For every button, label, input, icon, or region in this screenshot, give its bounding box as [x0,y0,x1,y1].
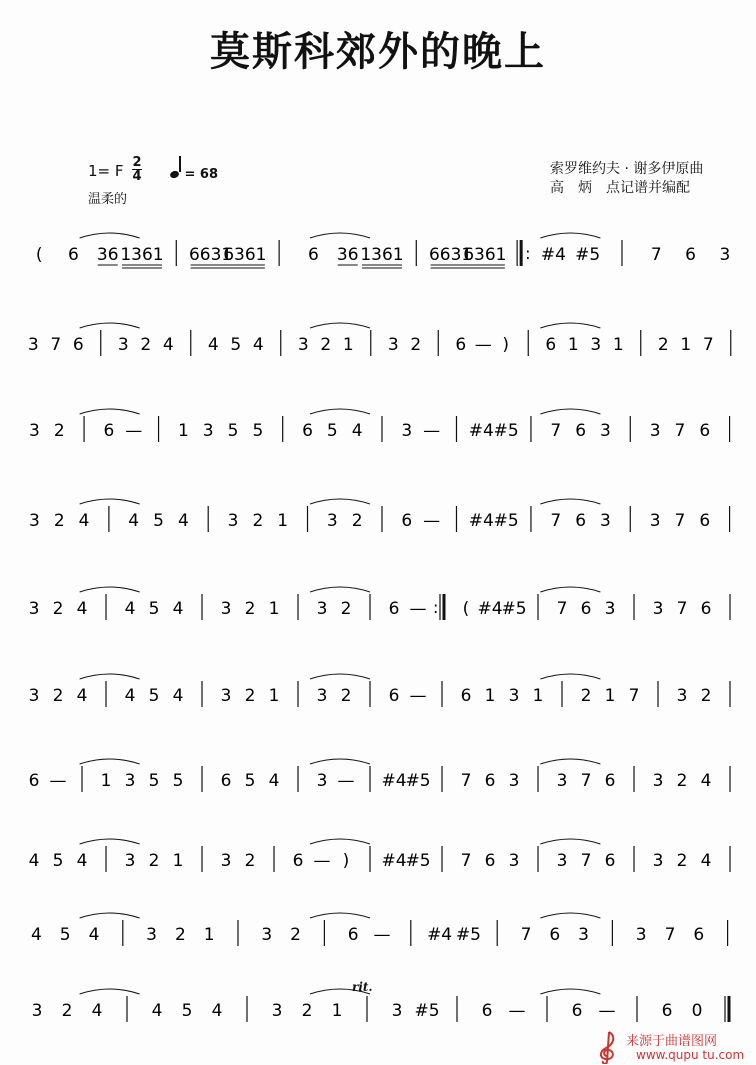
score-note: 4 [252,335,264,355]
slur [540,233,600,238]
score-note: 3 [508,771,520,791]
score-note: 4 [700,851,712,871]
score-note: — [49,771,67,791]
slur [80,913,140,918]
score-note: 3 [27,335,39,355]
score-note: 4 [151,1001,163,1021]
score-note: 2 [244,686,256,706]
score-note: 5 [244,771,256,791]
score-note: 3 [28,511,40,531]
score-note: 2 [410,335,422,355]
score-note: 7 [674,421,686,441]
score-note: 6 [220,771,232,791]
score-note: 7 [664,925,676,945]
score-note: 3 [556,851,568,871]
score-note: #4 [427,925,453,945]
credits [550,160,703,198]
score-note: 3 [387,335,399,355]
score-note: 2 [53,421,65,441]
composer-credit: 索罗维约夫 · 谢多伊原曲 [550,161,704,177]
score-note: 36 [336,245,359,265]
score-note: 6 [700,599,712,619]
score-note: 3 [297,335,309,355]
score-note: 3 [600,511,611,531]
score-note: #5 [455,925,481,945]
score-note: 1 [331,1001,343,1021]
score-note: 7 [556,599,568,619]
score-row [0,838,756,882]
score-row [0,758,756,802]
score-note: 3 [31,1001,43,1021]
score-note: 6 [455,335,467,355]
score-note: 6 [68,245,79,265]
score-note: 3 [271,1001,283,1021]
slur [310,759,370,764]
slur [540,674,600,679]
slur [310,913,370,918]
score-note: #4 [540,245,566,265]
slur [540,759,600,764]
slur [540,587,600,592]
slur [80,839,140,844]
score-note: 3 [220,599,232,619]
score-note: 6 [604,771,616,791]
watermark-url: www.qupu tu.com [636,1048,745,1062]
score-note: 4 [124,686,136,706]
score-note: 6 [388,599,400,619]
score-note: 3 [635,925,647,945]
score-note: 3 [316,686,328,706]
score-note: 2 [657,335,669,355]
score-note: 6631 [188,245,233,265]
score-note: 2 [174,925,186,945]
score-note: 4 [351,421,363,441]
score-note: 3 [124,851,136,871]
score-note: 1 [177,421,189,441]
score-note: 6 [481,1001,493,1021]
score-note: 6 [575,421,587,441]
score-note: 3 [652,851,664,871]
score-note: 4 [211,1001,223,1021]
score-note: 3 [316,599,328,619]
score-note: 2 [320,335,332,355]
score-note: 4 [76,599,88,619]
score-note: 3 [117,335,129,355]
arranger-credit: 高 炳 点记谱并编配 [550,180,690,196]
score-note: 0 [691,1001,703,1021]
score-note: 2 [580,686,592,706]
slur [540,913,600,918]
score-note: 4 [88,925,100,945]
score-note: #5 [501,599,527,619]
score-row [0,912,756,956]
score-note: 5 [153,511,164,531]
score-note: 3 [649,511,661,531]
score-note: 1361 [120,245,164,265]
score-note: 3 [556,771,568,791]
score-note: 7 [650,245,662,265]
score-note: 4 [76,686,88,706]
score-note: 1 [172,851,184,871]
score-note: #4 [468,511,494,531]
score-note: 1 [203,925,215,945]
score-note: 4 [124,599,136,619]
score-note: 7 [674,511,686,531]
score-note: 5 [181,1001,193,1021]
score-note: 2 [301,1001,313,1021]
score-note: 3 [590,335,602,355]
score-note: 2 [244,851,256,871]
score-note: 3 [28,599,40,619]
tempo-marking: = 68 [170,162,218,182]
score-note: 2 [340,686,352,706]
slur [540,499,600,504]
score-note: 2 [252,511,264,531]
score-note: 5 [326,421,338,441]
score-note: 7 [628,686,640,706]
score-note: 7 [580,851,592,871]
score-note: 6 [685,245,696,265]
score-note: 3 [652,599,664,619]
slur [80,587,140,592]
score-note: 2 [351,511,363,531]
score-note: 6631 [428,245,473,265]
score-note: 1 [100,771,112,791]
score-note: 4 [268,771,280,791]
score-note: 6 [699,511,711,531]
score-row [0,322,756,366]
score-note: — [373,925,391,945]
score-note: 3 [508,851,520,871]
score-note: 4 [76,851,88,871]
repeat-dots: : [433,598,439,617]
score-note: 3 [28,421,40,441]
score-note: #4 [381,851,407,871]
score-note: — [409,686,427,706]
slur [80,409,140,414]
time-signature: 2 4 [132,155,142,184]
score-row [0,498,756,542]
score-note: 2 [290,925,302,945]
score-note: 3 [719,245,731,265]
slur [540,989,600,994]
score-note: 3 [649,421,661,441]
score-note: 1 [680,335,692,355]
score-note: 4 [172,599,184,619]
score-note: 7 [460,771,472,791]
score-note: #5 [405,851,431,871]
slur [540,839,600,844]
score-note: 1 [342,335,354,355]
score-row [0,988,756,1032]
score-note: ) [502,335,510,355]
score-note: 6 [302,421,313,441]
score-note: 3 [220,686,232,706]
score-note: — [423,421,441,441]
score-note: 5 [148,771,160,791]
score-row [0,673,756,717]
score-note: — [409,599,427,619]
score-note: 4 [177,511,189,531]
score-note: 3 [652,771,664,791]
slur [310,499,370,504]
score-note: 2 [148,851,160,871]
score-note: 4 [162,335,174,355]
score-note: 4 [128,511,140,531]
score-note: 7 [550,421,562,441]
score-note: #4 [381,771,407,791]
score-note: 6 [580,599,592,619]
score-note: 6 [484,851,496,871]
score-note: 6 [661,1001,673,1021]
score-note: — [474,335,492,355]
score-note: 4 [28,851,40,871]
slur [80,989,140,994]
score-note: 7 [676,599,688,619]
score-note: 1 [604,686,616,706]
score-note: #5 [414,1001,440,1021]
score-note: 7 [550,511,562,531]
watermark-site: 来源于曲谱图网 [626,1034,718,1049]
score-note: 6 [699,421,711,441]
score-row [0,408,756,452]
score-note: #5 [493,511,519,531]
score-note: 7 [702,335,714,355]
score-note: 5 [230,335,242,355]
score-note: — [313,851,331,871]
score-note: ( [462,599,470,619]
score-note: 3 [578,925,590,945]
score-note: 2 [700,686,712,706]
score-note: 2 [52,686,64,706]
score-note: 6 [484,771,496,791]
score-note: 3 [227,511,239,531]
score-note: 4 [78,511,90,531]
score-note: 4 [700,771,712,791]
score-note: 2 [61,1001,73,1021]
slur [80,674,140,679]
score-note: #5 [405,771,431,791]
rit-marking: rit. [352,980,373,994]
score-note: 2 [340,599,352,619]
score-note: 6 [308,245,319,265]
score-note: 5 [227,421,239,441]
score-note: 6 [545,335,557,355]
score-note: 2 [244,599,256,619]
score-note: #5 [493,421,519,441]
score-note: 3 [326,511,338,531]
score-note: 5 [52,851,64,871]
score-note: 5 [172,771,184,791]
score-note: 3 [600,421,611,441]
score-title: 莫斯科郊外的晚上 [210,29,546,75]
score-note: 6 [575,511,587,531]
slur [310,674,370,679]
score-note: 7 [460,851,472,871]
score-note: — [125,421,143,441]
score-note: 3 [676,686,688,706]
score-note: 3 [220,851,232,871]
score-note: 6 [571,1001,583,1021]
slur [310,409,370,414]
score-note: 6 [347,925,359,945]
score-note: 6 [693,925,705,945]
score-note: 5 [59,925,71,945]
score-note: 6 [292,851,304,871]
score-note: — [598,1001,616,1021]
score-note: 6 [460,686,472,706]
score-note: 3 [28,686,40,706]
score-note: 3 [391,1001,403,1021]
slur [310,323,370,328]
slur [310,233,370,238]
slur [80,759,140,764]
score-row [0,586,756,630]
score-note: 7 [580,771,592,791]
score-note: 6 [388,686,400,706]
score-note: 2 [52,599,64,619]
score-note: 6 [549,925,561,945]
score-note: — [508,1001,526,1021]
score-note: 3 [261,925,273,945]
score-note: 2 [140,335,152,355]
score-note: 2 [676,771,688,791]
treble-clef-icon [592,1028,626,1064]
score-note: 4 [172,686,184,706]
score-note: 1 [268,599,280,619]
score-note: ) [342,851,350,871]
score-note: 3 [202,421,214,441]
score-note: 2 [676,851,688,871]
expression-marking: 温柔的 [88,192,128,207]
score-row [0,232,756,276]
score-note: 1 [612,335,624,355]
score-note: 1 [567,335,579,355]
score-note: 4 [30,925,42,945]
score-note: 3 [316,771,328,791]
slur [80,499,140,504]
score-note: 6 [401,511,413,531]
slur [540,409,600,414]
score-note: — [423,511,441,531]
score-note: 6361 [223,245,267,265]
score-note: 3 [124,771,136,791]
score-note: 36 [96,245,119,265]
slur [80,323,140,328]
score-note: 3 [508,686,520,706]
score-note: 4 [207,335,219,355]
score-note: 1 [268,686,280,706]
slur [80,233,140,238]
score-note: ( [35,245,43,265]
score-note: — [337,771,355,791]
score-note: 3 [401,421,413,441]
score-note: #4 [477,599,503,619]
score-note: 6361 [463,245,507,265]
score-note: #5 [575,245,601,265]
score-note: 5 [148,599,160,619]
score-note: #4 [468,421,494,441]
score-note: 2 [53,511,65,531]
score-note: 7 [50,335,62,355]
slur [540,323,600,328]
score-note: 6 [28,771,40,791]
repeat-dots: : [525,244,531,263]
slur [310,839,370,844]
score-note: 6 [103,421,115,441]
score-note: 4 [91,1001,103,1021]
score-note: 1 [484,686,496,706]
score-note: 6 [604,851,616,871]
score-note: 7 [520,925,532,945]
score-note: 3 [604,599,616,619]
score-note: 1 [532,686,544,706]
score-note: 1361 [360,245,404,265]
slur [310,587,370,592]
score-note: 3 [146,925,158,945]
score-note: 5 [148,686,160,706]
key-signature: 1= F [88,162,124,180]
score-note: 6 [72,335,84,355]
score-note: 5 [252,421,264,441]
score-note: 1 [277,511,289,531]
